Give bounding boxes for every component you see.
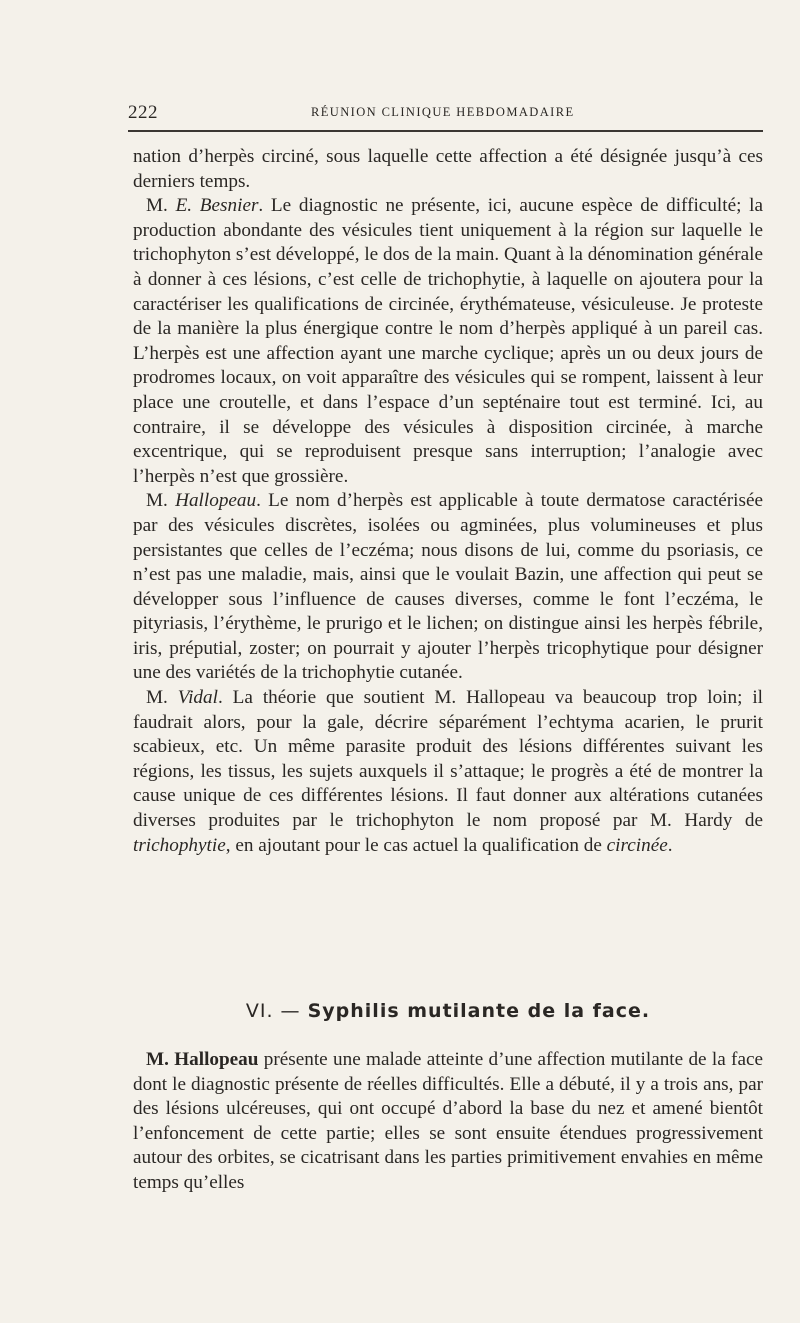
running-head (128, 102, 763, 126)
speaker-prefix: M. (146, 490, 176, 512)
speaker-name-hallopeau: Hallopeau (175, 490, 257, 512)
section-heading (133, 1000, 763, 1022)
term-circinee: circinée (606, 834, 668, 856)
speaker-name-hallopeau-bold: M. Hallopeau (146, 1049, 259, 1070)
paragraph-hallopeau (133, 489, 763, 686)
paragraph-vidal (133, 686, 763, 858)
speaker-name-besnier: E. Besnier (175, 195, 259, 217)
section-title: Syphilis mutilante de la face. (307, 1000, 651, 1022)
paragraph-text: . Le nom d’herpès est applicable à toute dermatose caractérisée par des vésicules discrètes, isolées ou agminées, plus volumineuses et plus persistantes que celles de l’eczéma; nous disons de lui, comme du psoriasis, ce n’est pas une maladie, mais, ainsi que le voulait Bazin, une affection qui peut se développer sous l’influence de causes diverses, comme le font l’eczéma, le pityriasis, l’érythème, le prurigo et le lichen; on distingue ainsi les herpès fébrile, iris, préputial, zoster; on pourrait y ajouter l’herpès tricophytique pour désigner une des variétés de la trichophytie cutanée. (133, 490, 763, 684)
header-rule (128, 130, 763, 132)
speaker-name-vidal: Vidal (177, 687, 218, 709)
paragraph-text: . Le diagnostic ne présente, ici, aucune espèce de difficulté; la production abondante des vésicules tient uniquement à la région sur laquelle le trichophyton s’est développé, le dos de la main. Quant à la dénomination générale à donner à ces lésions, c’est celle de trichophytie, à laquelle on ajoutera pour la caractériser les qualifications de circinée, érythémateuse, vésiculeuse. Je proteste de la manière la plus énergique contre le nom d’herpès appliqué à un pareil cas. L’herpès est une affection ayant une marche cyclique; après un ou deux jours de prodromes locaux, on voit apparaître des vésicules qui se rompent, laissent à leur place une croutelle, et dans l’espace d’un septénaire tout est terminé. Ici, au contraire, il se développe des vésicules à disposition circinée, à marche excentrique, qui se reproduisent presque sans interruption; l’analogie avec l’herpès n’est que grossière. (133, 195, 763, 487)
speaker-prefix: M. (146, 687, 178, 709)
paragraph-text: , en ajoutant pour le cas actuel la qualification de (225, 834, 607, 856)
paragraph-continuation: nation d’herpès circiné, sous laquelle cette affection a été désignée jusqu’à ces derniers temps. (133, 146, 763, 192)
paragraph-text: . (667, 834, 673, 856)
running-title: RÉUNION CLINIQUE HEBDOMADAIRE (311, 105, 575, 119)
paragraph-case (133, 1048, 763, 1196)
discussion-block (133, 145, 763, 858)
page-number: 222 (128, 102, 158, 123)
speaker-prefix: M. (146, 195, 176, 217)
paragraph-besnier (133, 194, 763, 489)
paragraph-text: . La théorie que soutient M. Hallopeau va beaucoup trop loin; il faudrait alors, pour la gale, décrire séparément l’echtyma acarien, le prurit scabieux, etc. Un même parasite produit des lésions différentes suivant les régions, les tissus, les sujets auxquels il s’attaque; le progrès a été de montrer la cause unique de ces différentes lésions. Il faut donner aux altérations cutanées diverses produites par le trichophyton le nom proposé par M. Hardy de (133, 687, 764, 832)
term-trichophytie: trichophytie (133, 834, 226, 856)
section-number: VI. — (245, 1000, 308, 1022)
case-block (133, 1048, 763, 1196)
paragraph-text: présente une malade atteinte d’une affection mutilante de la face dont le diagnostic présente de réelles difficultés. Elle a débuté, il y a trois ans, par des lésions ulcéreuses, qui ont occupé d’abord la base du nez et amené bientôt l’enfoncement de cette partie; elles se sont ensuite étendues progressivement autour des orbites, se cicatrisant dans les parties primitivement envahies en même temps qu’elles (133, 1049, 763, 1193)
